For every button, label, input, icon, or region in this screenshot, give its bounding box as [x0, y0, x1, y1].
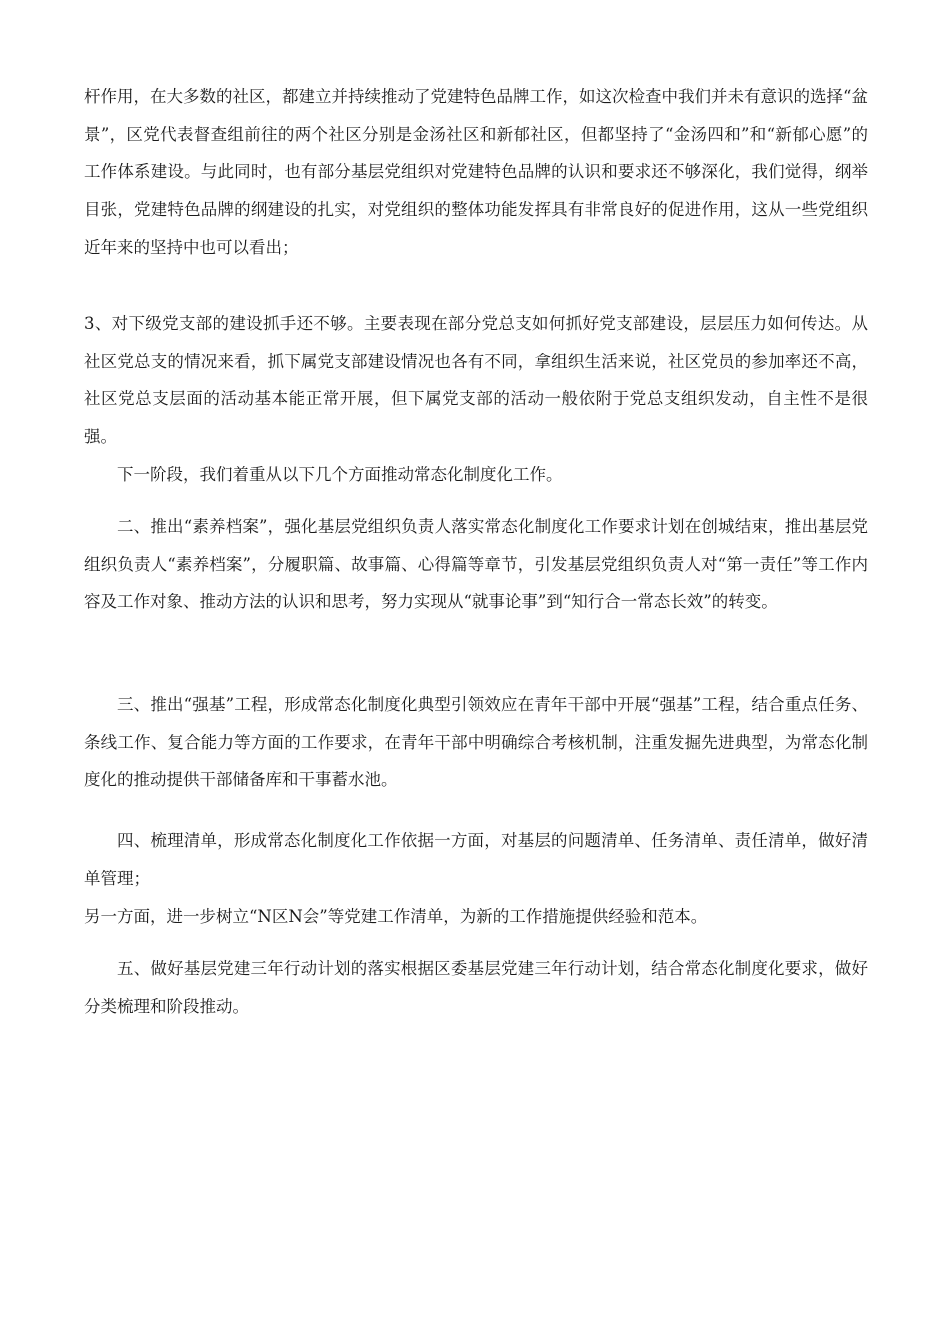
paragraph-next-stage-intro: 下一阶段，我们着重从以下几个方面推动常态化制度化工作。 — [117, 465, 563, 484]
paragraph-section-3-strong-base-project: 三、推出“强基”工程，形成常态化制度化典型引领效应在青年干部中开展“强基”工程，结合重点任务、条线工作、复合能力等方面的工作要求，在青年干部中明确综合考核机制，注重发掘先进典型，为常态化制度化的推动提供干部储备库和干事蓄水池。 — [84, 695, 868, 790]
paragraph-party-brand-continuation: 杆作用，在大多数的社区，都建立并持续推动了党建特色品牌工作，如这次检查中我们并未有意识的选择“盆景”，区党代表督查组前往的两个社区分别是金汤社区和新郁社区，但都坚持了“金汤四和”和“新郁心愿”的工作体系建设。与此同时，也有部分基层党组织对党建特色品牌的认识和要求还不够深化，我们觉得，纲举目张，党建特色品牌的纲建设的扎实，对党组织的整体功能发挥具有非常良好的促进作用，这从一些党组织近年来的坚持中也可以看出； — [84, 87, 868, 257]
paragraph-item-3-branch-building: 3、对下级党支部的建设抓手还不够。主要表现在部分党总支如何抓好党支部建设，层层压力如何传达。从社区党总支的情况来看，抓下属党支部建设情况也各有不同，拿组织生活来说，社区党员的参加率还不高，社区党总支层面的活动基本能正常开展，但下属党支部的活动一般依附于党总支组织发动，自主性不是很强。 — [84, 314, 868, 447]
paragraph-section-5-three-year-plan: 五、做好基层党建三年行动计划的落实根据区委基层党建三年行动计划，结合常态化制度化要求，做好分类梳理和阶段推动。 — [84, 959, 868, 1016]
paragraph-section-4-continuation: 另一方面，进一步树立“N区N会”等党建工作清单，为新的工作措施提供经验和范本。 — [84, 907, 708, 926]
paragraph-section-2-literacy-archive: 二、推出“素养档案”，强化基层党组织负责人落实常态化制度化工作要求计划在创城结束，推出基层党组织负责人“素养档案”，分履职篇、故事篇、心得篇等章节，引发基层党组织负责人对“第一责任”等工作内容及工作对象、推动方法的认识和思考，努力实现从“就事论事”到“知行合一常态长效”的转变。 — [84, 517, 868, 612]
paragraph-section-4-checklist: 四、梳理清单，形成常态化制度化工作依据一方面，对基层的问题清单、任务清单、责任清单，做好清单管理； — [84, 831, 868, 888]
